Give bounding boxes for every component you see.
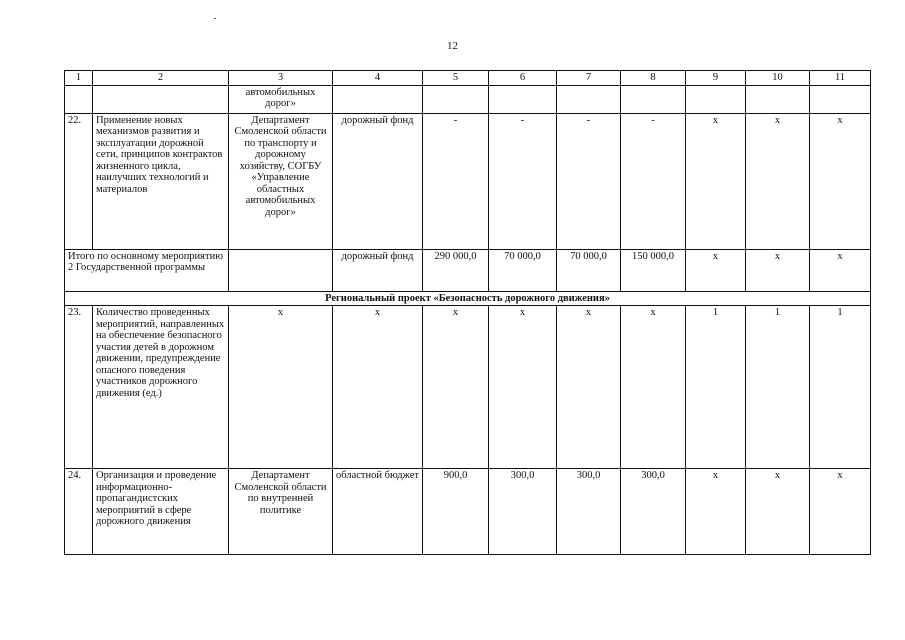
executor-cell: Департамент Смоленской области по внутренней политике bbox=[229, 469, 333, 555]
column-header: 2 bbox=[93, 71, 229, 86]
value-cell: 300,0 bbox=[489, 469, 557, 555]
value-cell: 150 000,0 bbox=[621, 249, 686, 291]
value-cell: 300,0 bbox=[621, 469, 686, 555]
table-cell bbox=[621, 85, 686, 113]
total-label: Итого по основному мероприятию 2 Государственной программы bbox=[65, 249, 229, 291]
value-cell: х bbox=[686, 113, 746, 249]
row-number: 23. bbox=[65, 306, 93, 469]
value-cell: - bbox=[557, 113, 621, 249]
continuation-row bbox=[65, 85, 871, 113]
section-header-row bbox=[65, 291, 871, 306]
column-number-row bbox=[65, 71, 871, 86]
column-header: 4 bbox=[333, 71, 423, 86]
value-cell: 1 bbox=[686, 306, 746, 469]
value-cell: х bbox=[746, 113, 810, 249]
scan-speck bbox=[214, 18, 216, 19]
table-cell bbox=[557, 85, 621, 113]
value-cell: 290 000,0 bbox=[423, 249, 489, 291]
column-header: 3 bbox=[229, 71, 333, 86]
value-cell: х bbox=[489, 306, 557, 469]
executor-cell: Департамент Смоленской области по транспорту и дорожному хозяйству, СОГБУ «Управление областных автомобильных дорог» bbox=[229, 113, 333, 249]
measure-name-cell: Применение новых механизмов развития и эксплуатации дорожной сети, принципов контрактов жизненного цикла, наилучших технологий и материалов bbox=[93, 113, 229, 249]
column-header: 5 bbox=[423, 71, 489, 86]
table-cell bbox=[65, 85, 93, 113]
table-cell bbox=[686, 85, 746, 113]
column-header: 7 bbox=[557, 71, 621, 86]
value-cell: 300,0 bbox=[557, 469, 621, 555]
value-cell: х bbox=[557, 306, 621, 469]
value-cell: х bbox=[810, 249, 871, 291]
value-cell: 70 000,0 bbox=[489, 249, 557, 291]
table-cell bbox=[489, 85, 557, 113]
value-cell: 70 000,0 bbox=[557, 249, 621, 291]
table-cell bbox=[746, 85, 810, 113]
measure-name-cell: Количество проведенных мероприятий, направленных на обеспечение безопасного участия детей в дорожном движении, предупреждение опасного поведения участников дорожного движения (ед.) bbox=[93, 306, 229, 469]
column-header: 6 bbox=[489, 71, 557, 86]
table-cell bbox=[93, 85, 229, 113]
funding-source-cell: дорожный фонд bbox=[333, 249, 423, 291]
page-number: 12 bbox=[447, 40, 458, 52]
column-header: 1 bbox=[65, 71, 93, 86]
funding-source-cell: дорожный фонд bbox=[333, 113, 423, 249]
row-number: 22. bbox=[65, 113, 93, 249]
total-row bbox=[65, 249, 871, 291]
program-table bbox=[64, 70, 871, 555]
executor-cell bbox=[229, 249, 333, 291]
column-header: 11 bbox=[810, 71, 871, 86]
value-cell: х bbox=[621, 306, 686, 469]
column-header: 9 bbox=[686, 71, 746, 86]
section-title: Региональный проект «Безопасность дорожного движения» bbox=[65, 291, 871, 306]
table-row bbox=[65, 113, 871, 249]
value-cell: - bbox=[423, 113, 489, 249]
row-number: 24. bbox=[65, 469, 93, 555]
funding-source-cell: х bbox=[333, 306, 423, 469]
table-row bbox=[65, 469, 871, 555]
value-cell: - bbox=[621, 113, 686, 249]
value-cell: х bbox=[746, 249, 810, 291]
column-header: 8 bbox=[621, 71, 686, 86]
value-cell: х bbox=[810, 113, 871, 249]
table-cell bbox=[333, 85, 423, 113]
table-cell bbox=[810, 85, 871, 113]
value-cell: 900,0 bbox=[423, 469, 489, 555]
value-cell: 1 bbox=[746, 306, 810, 469]
value-cell: 1 bbox=[810, 306, 871, 469]
value-cell: х bbox=[746, 469, 810, 555]
value-cell: х bbox=[686, 469, 746, 555]
value-cell: х bbox=[686, 249, 746, 291]
funding-source-cell: областной бюджет bbox=[333, 469, 423, 555]
value-cell: х bbox=[810, 469, 871, 555]
column-header: 10 bbox=[746, 71, 810, 86]
executor-cell: автомобильных дорог» bbox=[229, 85, 333, 113]
table-cell bbox=[423, 85, 489, 113]
measure-name-cell: Организация и проведение информационно-пропагандистских мероприятий в сфере дорожного движения bbox=[93, 469, 229, 555]
value-cell: - bbox=[489, 113, 557, 249]
table-row bbox=[65, 306, 871, 469]
executor-cell: х bbox=[229, 306, 333, 469]
value-cell: х bbox=[423, 306, 489, 469]
